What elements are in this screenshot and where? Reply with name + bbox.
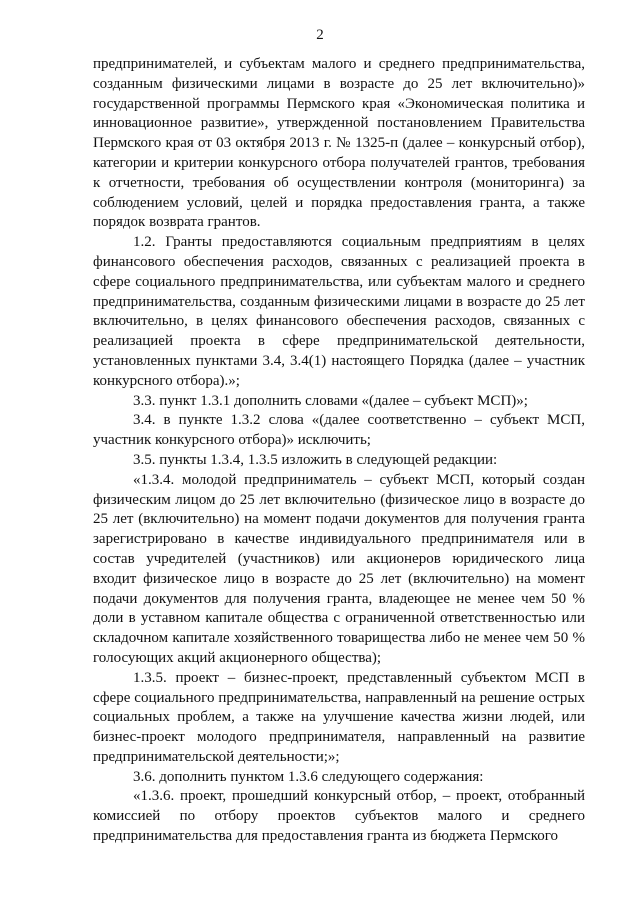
paragraph-1-2: 1.2. Гранты предоставляются социальным предприятиям в целях финансового обеспечения расходов, связанных с реализацией проекта в сфере социального предпринимательства, или субъектам малого и среднего предпринимательства, созданным физическими лицами в возрасте до 25 лет включительно, в целях финансового обеспечения расходов, связанных с реализацией проекта в сфере предпринимательской деятельности, установленных пунктами 3.4, 3.4(1) настоящего Порядка (далее – участник конкурсного отбора).»;: [93, 234, 585, 389]
paragraph-3-3: 3.3. пункт 1.3.1 дополнить словами «(далее – субъект МСП)»;: [133, 392, 528, 409]
paragraph-1-3-6: «1.3.6. проект, прошедший конкурсный отбор, – проект, отобранный комиссией по отбору проектов субъектов малого и среднего предпринимательства для предоставления гранта из бюджета Пермского: [93, 788, 585, 845]
paragraph-3-6: 3.6. дополнить пунктом 1.3.6 следующего содержания:: [133, 768, 484, 785]
paragraph-1-3-5: 1.3.5. проект – бизнес-проект, представленный субъектом МСП в сфере социального предпринимательства, направленный на решение острых социальных проблем, а также на улучшение качества жизни людей, или бизнес-проект молодого предпринимателя, направленный на развитие предпринимательской деятельности;»;: [93, 669, 585, 765]
paragraph-continuation: предпринимателей, и субъектам малого и среднего предпринимательства, созданным физическими лицами в возрасте до 25 лет включительно)» государственной программы Пермского края «Экономическая политика и инновационное развитие», утвержденной постановлением Правительства Пермского края от 03 октября 2013 г. № 1325-п (далее – конкурсный отбор), категории и критерии конкурсного отбора получателей грантов, требования к отчетности, требования об осуществлении контроля (мониторинга) за соблюдением условий, целей и порядка предоставления гранта, а также порядок возврата грантов.: [93, 56, 585, 231]
paragraph-1-3-4: «1.3.4. молодой предприниматель – субъект МСП, который создан физическим лицом до 25 лет включительно (физическое лицо в возрасте до 25 лет (включительно) на момент подачи документов для получения гранта зарегистрировано в качестве индивидуального предпринимателя или в состав учредителей (участников) или акционеров юридического лица входит физическое лицо в возрасте до 25 лет (включительно) на момент подачи документов для получения гранта, владеющее не менее чем 50 % доли в уставном капитале общества с ограниченной ответственностью или складочном капитале хозяйственного товарищества либо не менее чем 50 % голосующих акций акционерного общества);: [93, 471, 585, 666]
page-number: 2: [316, 27, 324, 43]
paragraph-3-4: 3.4. в пункте 1.3.2 слова «(далее соответственно – субъект МСП, участник конкурсного отбора)» исключить;: [93, 412, 585, 449]
document-body: [93, 55, 585, 847]
paragraph-3-5: 3.5. пункты 1.3.4, 1.3.5 изложить в следующей редакции:: [133, 451, 498, 468]
